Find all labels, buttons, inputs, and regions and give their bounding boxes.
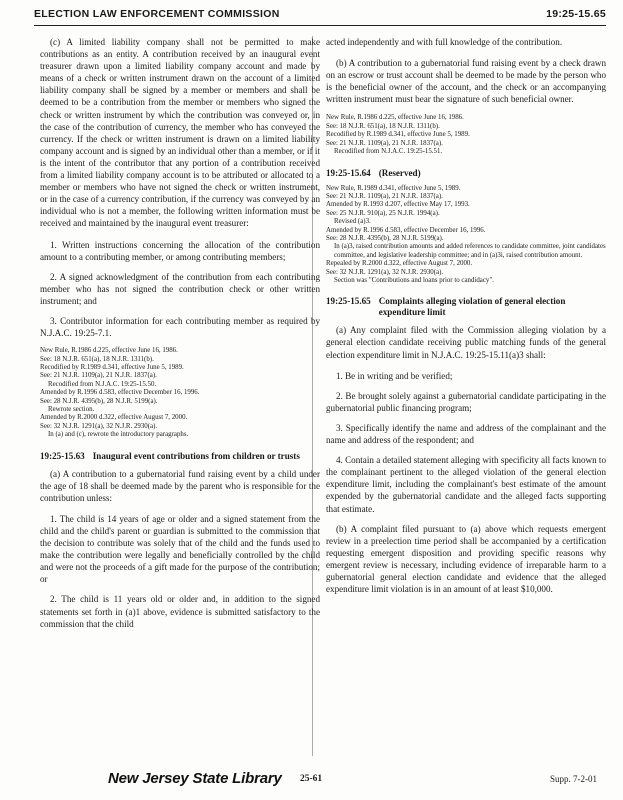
list-item: 3. Contributor information for each contributing member as required by N.J.A.C. 19:25-7.1.: [40, 315, 320, 339]
history-line: See: 21 N.J.R. 1109(a), 21 N.J.R. 1837(a).: [326, 139, 443, 147]
history-line: Amended by R.1996 d.583, effective December 16, 1996.: [326, 226, 486, 234]
history-line: Recodified by R.1989 d.341, effective June 5, 1989.: [326, 131, 470, 139]
section-number: 19:25-15.64: [326, 167, 371, 178]
paragraph-a: (a) Any complaint filed with the Commission alleging violation by a general election candidate receiving public matching funds of the general election expenditure limit in N.J.A.C. 19:25-15.11(a)3 shall:: [326, 325, 606, 360]
history-line: In (a) and (c), rewrote the introductory paragraphs.: [48, 431, 189, 439]
list-item: 4. Contain a detailed statement alleging with specificity all facts known to the complainant pertinent to the alleged violation of the general election expenditure limit, including the complainant's best estimate of the amount expended by the gubernatorial candidate and the alleged facts supporting that estimate.: [326, 455, 606, 514]
header-rule: [34, 25, 606, 26]
history-line: Amended by R.1993 d.207, effective May 17, 1993.: [326, 201, 470, 209]
rule-history: [40, 347, 320, 439]
paragraph-c: (c) A limited liability company shall not be permitted to make contributions as an entity. A contribution received by an inaugural event treasurer drawn upon a limited liability company account and made by means of a check or written instrument drawn on the account of a limited liability company shall be signed by a member or members and shall be deemed to be a contribution from the member or members who signed the check or written instrument by which the contribution was conveyed or, in the case of the contribution of currency, the member who has conveyed the currency. If the check or written instrument is drawn on a limited liability company account and is signed by an individual other than a member, or if it is the intent of the contributor that any portion of a contribution received from a limited liability company account is to be attributed or allocated to a member or members who have not signed the check or written instrument, or in the case of a currency contribution, if the currency was conveyed by an individual who is not a member, the following written information must be received and maintained by the inaugural event treasurer:: [40, 37, 320, 229]
library-stamp: New Jersey State Library: [108, 770, 282, 787]
history-line: See: 21 N.J.R. 1109(a), 21 N.J.R. 1837(a).: [326, 192, 443, 200]
history-line: See: 28 N.J.R. 4395(b), 28 N.J.R. 5199(a).: [40, 397, 158, 405]
left-column: [40, 36, 320, 638]
history-line: See: 18 N.J.R. 651(a), 18 N.J.R. 1311(b).: [40, 355, 154, 363]
section-number: 19:25-15.65: [326, 296, 371, 307]
list-item: 2. The child is 11 years old or older and, in addition to the signed statements set forth in (a)1 above, evidence is submitted satisfactory to the commission that the child: [40, 594, 320, 629]
history-line: Section was "Contributions and loans prior to candidacy".: [334, 276, 494, 284]
history-line: See: 28 N.J.R. 4395(b), 28 N.J.R. 5199(a).: [326, 234, 444, 242]
section-heading-63: [40, 451, 320, 462]
paragraph-b: (b) A complaint filed pursuant to (a) above which requests emergent review in a preelection time period shall be accompanied by a certification requesting emergent disposition and providing specific reasons why emergent review is necessary, including evidence of irreparable harm to a gubernatorial general election candidate and evidence that the alleged expenditure limit violation is in an amount of at least $10,000.: [326, 523, 606, 595]
history-line: See: 21 N.J.R. 1109(a), 21 N.J.R. 1837(a).: [40, 372, 157, 380]
history-line: Amended by R.1996 d.583, effective December 16, 1996.: [40, 389, 200, 397]
right-column: [326, 36, 606, 604]
section-number: 19:25-15.63: [40, 450, 85, 461]
section-heading-65: [326, 296, 606, 318]
history-line: Revised (a)3.: [334, 218, 371, 226]
history-line: In (a)3, raised contribution amounts and added references to candidate committee, joint candidates committee, and legislative leadership committee; and in (a)3i, raised contribution amount.: [334, 243, 606, 259]
paragraph-b: (b) A contribution to a gubernatorial fund raising event by a check drawn on an escrow or trust account shall be deemed to be made by the person who is the beneficial owner of the account, and the check or an accompanying written instrument must bear the signature of such beneficial owner.: [326, 58, 606, 105]
history-line: See: 18 N.J.R. 651(a), 18 N.J.R. 1311(b).: [326, 122, 440, 130]
section-title: Inaugural event contributions from children or trusts: [92, 450, 300, 461]
list-item: 1. The child is 14 years of age or older and a signed statement from the child and the child's parent or guardian is submitted to the commission that the decision to contribute was solely that of the child and the funds used to make the contribution were legally and beneficially controlled by the child and were not the proceeds of a gift made for the purpose of the contribution; or: [40, 513, 320, 585]
history-line: New Rule, R.1986 d.225, effective June 16, 1986.: [326, 114, 464, 122]
history-line: Recodified from N.J.A.C. 19:25-15.51.: [334, 148, 443, 156]
section-title: (Reserved): [378, 167, 421, 178]
list-item: 2. A signed acknowledgment of the contribution from each contributing member who has not signed the contribution check or other written instrument; and: [40, 271, 320, 306]
history-line: See: 25 N.J.R. 910(a), 25 N.J.R. 1994(a).: [326, 209, 440, 217]
rule-history: [326, 185, 606, 286]
history-line: New Rule, R.1986 d.225, effective June 16, 1986.: [40, 347, 178, 355]
rule-history: [326, 114, 606, 156]
header-section-number: 19:25-15.65: [546, 8, 606, 20]
history-line: See: 32 N.J.R. 1291(a), 32 N.J.R. 2930(a).: [40, 422, 158, 430]
list-item: 3. Specifically identify the name and address of the complainant and the name and address of the respondent; and: [326, 422, 606, 446]
section-title: Complaints alleging violation of general election expenditure limit: [378, 296, 566, 318]
page-number: 25-61: [300, 774, 323, 784]
history-line: See: 32 N.J.R. 1291(a), 32 N.J.R. 2930(a).: [326, 268, 444, 276]
history-line: Rewrote section.: [48, 406, 95, 413]
paragraph-a: (a) A contribution to a gubernatorial fund raising event by a child under the age of 18 shall be deemed made by the parent who is responsible for the contribution unless:: [40, 468, 320, 503]
header-title: ELECTION LAW ENFORCEMENT COMMISSION: [34, 8, 280, 20]
list-item: 1. Written instructions concerning the allocation of the contribution amount to a contributing member, or among contributing members;: [40, 239, 320, 262]
list-item: 1. Be in writing and be verified;: [336, 370, 453, 381]
history-line: Amended by R.2000 d.322, effective August 7, 2000.: [40, 414, 188, 422]
history-line: New Rule, R.1989 d.341, effective June 5, 1989.: [326, 184, 461, 192]
history-line: Recodified by R.1989 d.341, effective June 5, 1989.: [40, 363, 184, 371]
running-header: [34, 8, 606, 24]
supplement-date: Supp. 7-2-01: [550, 774, 597, 784]
history-line: Recodified from N.J.A.C. 19:25-15.50.: [48, 380, 157, 388]
history-line: Repealed by R.2000 d.322, effective August 7, 2000.: [326, 260, 473, 268]
section-heading-64: [326, 168, 606, 179]
continued-text: acted independently and with full knowledge of the contribution.: [326, 37, 563, 47]
page-footer: [0, 770, 623, 790]
list-item: 2. Be brought solely against a gubernatorial candidate participating in the gubernatorial public financing program;: [326, 390, 606, 413]
